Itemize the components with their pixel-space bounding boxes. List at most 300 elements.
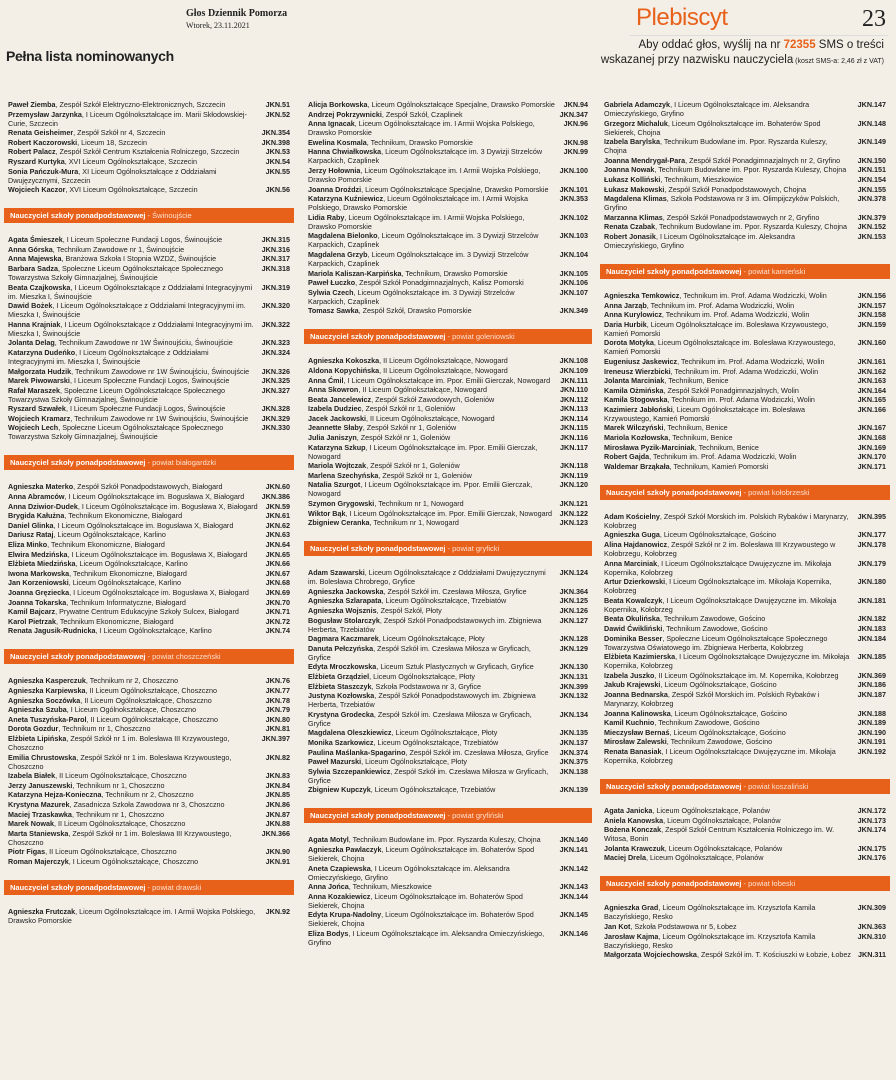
sms-code: JKN.330 xyxy=(261,423,290,433)
nominee-name: Łukasz Kolliński xyxy=(604,174,661,184)
nominee-info xyxy=(308,480,554,498)
nominee-name: Adam Szawarski xyxy=(308,568,365,578)
nominee-name: Anna Abramców xyxy=(8,492,65,502)
nominee-info xyxy=(308,385,554,394)
name-separator: , xyxy=(64,492,69,502)
sms-code: JKN.117 xyxy=(560,442,588,452)
nominee-name: Mariola Kozłowska xyxy=(604,433,669,443)
sms-code: JKN.111 xyxy=(560,375,588,385)
nominee-name: Anna Dziwior-Dudek xyxy=(8,501,78,511)
name-separator: , xyxy=(383,586,388,596)
name-separator: , xyxy=(80,695,85,705)
nominee-school: Liceum Ogólnokształcące Specjalne, Drawsko Pomorskie xyxy=(365,184,549,194)
sms-code: JKN.108 xyxy=(559,356,588,366)
name-separator: , xyxy=(662,624,667,633)
name-separator: , xyxy=(374,499,379,509)
nominee-entry xyxy=(308,278,588,287)
nominee-info xyxy=(308,395,554,404)
nominee-name: Jolanta Krawczuk xyxy=(604,843,665,853)
nominee-entry xyxy=(8,715,290,724)
nominee-name: Karol Pietrzak xyxy=(8,616,56,626)
sms-code: JKN.399 xyxy=(559,681,588,691)
nominee-info xyxy=(308,278,554,287)
nominee-info xyxy=(604,577,852,595)
nominee-info xyxy=(604,932,852,950)
nominee-name: Emilia Chrustowska xyxy=(8,752,77,762)
nominee-info xyxy=(8,414,256,423)
nominee-name: Katarzyna Dudeńko xyxy=(8,347,76,357)
nominee-info xyxy=(8,559,260,568)
nominee-name: Anna Jarząb xyxy=(604,300,647,310)
sms-code: JKN.80 xyxy=(265,714,290,724)
name-separator: , xyxy=(381,844,386,854)
nominee-name: Elżbieta Lipińska xyxy=(8,733,67,743)
nominee-info xyxy=(604,816,852,825)
sms-code: JKN.60 xyxy=(265,482,290,492)
sms-code: JKN.369 xyxy=(857,670,886,680)
nominee-info xyxy=(308,443,554,461)
nominee-info xyxy=(308,306,554,315)
name-separator: , xyxy=(69,376,74,386)
nominee-entry xyxy=(308,691,588,709)
nominee-name: Rafał Maraszek xyxy=(8,385,60,395)
nominee-name: Marta Staniewska xyxy=(8,828,69,838)
nominee-name: Anna Ignacak xyxy=(308,119,355,129)
nominee-school: I Liceum Ogólnokształcące z Oddziałami Integracyjnymi im. Mieszka I, Świnoujście xyxy=(8,301,246,320)
section-location: - powiat łobeski xyxy=(741,879,796,889)
nominee-school: Liceum Ogólnokształcące im. Bohaterów Spod Siekierek, Chojna xyxy=(308,910,534,929)
sms-code: JKN.52 xyxy=(265,109,290,119)
nominee-info xyxy=(604,338,852,356)
nominee-info xyxy=(308,471,554,480)
nominee-school: Technikum, Benice xyxy=(698,442,759,452)
nominee-name: Monika Szarkowicz xyxy=(308,737,374,747)
name-separator: , xyxy=(663,385,668,395)
nominee-info xyxy=(308,634,554,643)
sms-code: JKN.353 xyxy=(559,194,588,204)
sms-code: JKN.72 xyxy=(265,616,290,626)
section-location: - powiat choszczeński xyxy=(145,652,221,662)
name-separator: , xyxy=(369,671,374,681)
nominee-school: I Liceum Ogólnokształcące, Choszczno xyxy=(72,856,199,866)
sms-code: JKN.144 xyxy=(559,891,588,901)
name-separator: , xyxy=(61,254,66,264)
name-separator: , xyxy=(663,423,668,433)
sms-code: JKN.98 xyxy=(563,137,588,147)
sms-code: JKN.146 xyxy=(559,928,588,938)
nominee-name: Marek Nowak xyxy=(8,819,54,829)
nominee-info xyxy=(8,607,260,616)
nominee-entry xyxy=(8,559,290,568)
nominee-name: Kamila Stogowska xyxy=(604,395,668,405)
sms-code: JKN.131 xyxy=(559,671,588,681)
nominee-school: Technikum nr 1, Nowogard xyxy=(378,499,464,509)
sms-code: JKN.315 xyxy=(261,235,290,245)
sms-code: JKN.375 xyxy=(559,757,588,767)
nominee-info xyxy=(604,844,852,853)
section-header xyxy=(4,208,294,223)
nominee-name: Andrzej Pokrzywnicki xyxy=(308,109,382,119)
nominee-info xyxy=(308,461,554,470)
sms-code: JKN.103 xyxy=(559,231,588,241)
nominee-name: Izabela Dudziec xyxy=(308,404,362,414)
nominee-school: Technikum im. Prof. Adama Wodziczki, Wolin xyxy=(653,452,797,462)
nominee-info xyxy=(604,376,852,385)
nominee-info xyxy=(308,691,554,709)
name-separator: , xyxy=(86,714,91,724)
name-separator: , xyxy=(666,194,671,204)
instr-line2: wskazanej przy nazwisku nauczyciela xyxy=(600,54,794,66)
nominee-name: Mariola Kaliszan-Karpińska xyxy=(308,268,402,278)
name-separator: , xyxy=(360,480,365,490)
nominee-entry xyxy=(604,405,886,423)
nominee-school: Liceum 18, Szczecin xyxy=(81,137,148,147)
nominee-school: Zespół Szkół nr 1 im. Bolesława Krzywoustego, Choszczno xyxy=(8,752,232,771)
nominee-school: Liceum Ogólnokształcące im. 3 Dywizji Strzelców Karpackich, Czaplinek xyxy=(308,147,543,166)
nominee-name: Eugeniusz Jaskewicz xyxy=(604,356,678,366)
nominee-school: Liceum Ogólnokształcące im. Bohaterów Spod Siekierek, Chojna xyxy=(308,844,535,863)
nominee-info xyxy=(8,511,260,520)
nominee-name: Roman Majerczyk xyxy=(8,856,69,866)
sms-code: JKN.114 xyxy=(560,413,588,423)
nominee-name: Dawid Ćwikliński xyxy=(604,624,663,633)
nominee-entry xyxy=(604,156,886,165)
page-title: Pełna lista nominowanych xyxy=(6,48,174,64)
sms-code: JKN.311 xyxy=(858,950,886,960)
nominee-school: Technikum, Benice xyxy=(667,423,728,433)
nominee-school: Społeczne Liceum Ogólnokształcące Społecznego Towarzystwa Szkoły Gimnazjalnej, Świnoujście xyxy=(8,423,224,442)
nominee-school: Liceum Ogólnokształcące Specjalne, Drawsko Pomorskie xyxy=(371,100,555,109)
nominee-school: Zespół Szkół Ponadpodstawowych nr 2, Gryfino xyxy=(666,212,820,222)
nominee-info xyxy=(8,348,256,366)
nominee-name: Maciej Trzaskawka xyxy=(8,809,72,819)
name-separator: , xyxy=(661,825,666,835)
nominee-school: I Liceum Ogólnokształcące, Choszczno xyxy=(70,705,197,715)
nominee-info xyxy=(604,222,852,231)
nominee-school: Zespół Szkół Ponadpodstawowych, Białogard xyxy=(77,482,223,492)
sms-code: JKN.162 xyxy=(857,366,886,376)
name-separator: , xyxy=(367,249,372,259)
nominee-info xyxy=(604,950,852,959)
nominee-entry xyxy=(8,367,290,376)
name-separator: , xyxy=(353,287,358,297)
instr-part-b: SMS o treści xyxy=(815,39,884,51)
nominee-entry xyxy=(308,568,588,586)
nominee-name: Renata Jagusik-Rudnicka xyxy=(8,626,96,636)
nominee-info xyxy=(8,676,260,685)
nominee-info xyxy=(308,864,554,882)
name-separator: , xyxy=(85,676,90,686)
nominee-entry xyxy=(308,662,588,671)
nominee-school: Zespół Szkół im. Czesława Miłosza, Gryfice xyxy=(387,586,527,596)
voting-instructions xyxy=(554,38,884,69)
nominee-name: Jarosław Kajma xyxy=(604,931,659,941)
nominee-entry xyxy=(308,194,588,212)
nominee-entry xyxy=(8,800,290,809)
nominee-school: Technikum nr 2, Choszczno xyxy=(105,790,194,800)
sms-code: JKN.149 xyxy=(857,137,886,147)
nominee-info xyxy=(604,386,852,395)
section-location: - powiat gryficki xyxy=(445,544,500,554)
nominee-name: Wojciech Lech xyxy=(8,423,59,433)
nominee-entry xyxy=(308,892,588,910)
name-separator: , xyxy=(669,461,674,471)
nominee-entry xyxy=(308,634,588,643)
sms-code: JKN.363 xyxy=(857,921,886,931)
name-separator: , xyxy=(348,928,353,938)
nominee-name: Edyta Krupa-Nadolny xyxy=(308,910,382,920)
nominee-name: Anna Jońca xyxy=(308,882,349,892)
sms-code: JKN.182 xyxy=(857,614,886,624)
sms-code: JKN.127 xyxy=(559,615,588,625)
name-separator: , xyxy=(66,705,71,715)
sms-code: JKN.327 xyxy=(261,385,290,395)
name-separator: , xyxy=(653,338,658,348)
sms-code: JKN.86 xyxy=(265,799,290,809)
nominee-name: Magdalena Klimas xyxy=(604,194,667,204)
section-header xyxy=(600,485,890,500)
nominee-name: Bożena Konczak xyxy=(604,825,662,835)
column-2 xyxy=(308,100,588,947)
name-separator: , xyxy=(58,724,63,734)
nominee-school: I Liceum Ogólnokształcące im. Aleksandra Omieczyńskiego, Gryfino xyxy=(604,231,795,250)
nominee-school: I Liceum Ogólnokształcące im. Ppor. Emilii Gierczak, Nowogard xyxy=(308,442,538,461)
name-separator: , xyxy=(405,747,410,757)
nominee-name: Wojciech Kramarz xyxy=(8,413,71,423)
name-separator: , xyxy=(66,597,71,607)
nominee-info xyxy=(604,232,852,250)
nominee-school: I Liceum Społeczne Fundacji Logos, Świnoujście xyxy=(69,404,226,414)
nominee-info xyxy=(604,747,852,765)
nominee-school: Zespół Szkół, Czaplinek xyxy=(385,109,463,119)
nominee-entry xyxy=(604,806,886,815)
sms-code: JKN.150 xyxy=(857,155,886,165)
nominee-entry xyxy=(8,540,290,549)
nominee-entry xyxy=(308,366,588,375)
nominee-info xyxy=(604,903,852,921)
sms-code: JKN.63 xyxy=(265,530,290,540)
nominee-name: Jakub Krajewski xyxy=(604,680,661,690)
nominee-name: Justyna Kozłowska xyxy=(308,691,375,701)
nominee-entry xyxy=(308,404,588,413)
sms-code: JKN.395 xyxy=(857,511,886,521)
name-separator: , xyxy=(371,394,376,404)
nominee-school: Technikum Budowlane im. Ppor. Ryszarda Kuleszy, Chojna xyxy=(658,165,847,175)
sms-code: JKN.77 xyxy=(265,685,290,695)
nominee-school: Zespół Szkół, Drawsko Pomorskie xyxy=(362,306,472,316)
nominee-school: I Liceum Ogólnokształcące Dwujęzyczne im. Mikołaja Kopernika, Kołobrzeg xyxy=(604,558,832,577)
nominee-info xyxy=(8,301,256,319)
section-title: Nauczyciel szkoły ponadpodstawowej xyxy=(10,882,146,892)
nominee-school: II Liceum Ogólnokształcące, Choszczno xyxy=(57,819,186,829)
nominee-name: Elwira Medzińska xyxy=(8,549,68,559)
name-separator: , xyxy=(52,301,57,311)
nominee-entry xyxy=(308,414,588,423)
name-separator: , xyxy=(654,718,659,728)
nominee-info xyxy=(308,710,554,728)
nominee-name: Beata Okulińska xyxy=(604,614,660,624)
nominee-entry xyxy=(604,950,886,959)
nominee-info xyxy=(8,320,256,338)
nominee-school: II Liceum Ogólnokształcące im. M. Kopernika, Kołobrzeg xyxy=(658,670,839,680)
nominee-name: Barbara Sadza xyxy=(8,263,58,273)
sms-code: JKN.81 xyxy=(265,724,290,734)
nominee-school: I Liceum Ogólnokształcące im. Bogusława X, Białogard xyxy=(81,501,258,511)
sms-code: JKN.349 xyxy=(559,306,588,316)
nominee-entry xyxy=(8,245,290,254)
name-separator: , xyxy=(66,733,71,743)
name-separator: , xyxy=(658,903,663,913)
nominee-name: Renata Czabak xyxy=(604,222,656,232)
nominee-school: Zespół Szkół nr 1, Goleniów xyxy=(370,461,460,471)
name-separator: , xyxy=(381,910,386,920)
nominee-info xyxy=(308,269,554,278)
nominee-info xyxy=(308,119,558,137)
nominee-info xyxy=(8,147,260,156)
nominee-name: Eliza Minko xyxy=(8,540,48,550)
nominee-name: Hanna Krajniak xyxy=(8,319,61,329)
sms-code: JKN.164 xyxy=(857,385,886,395)
name-separator: , xyxy=(362,423,367,433)
nominee-school: Technikum im. Prof. Adama Wodziczki, Wolin xyxy=(683,290,827,300)
nominee-info xyxy=(604,443,852,452)
name-separator: , xyxy=(655,222,660,232)
nominee-entry xyxy=(8,283,290,301)
name-separator: , xyxy=(381,596,386,606)
nominee-school: Liceum Ogólnokształcące, Płoty xyxy=(382,634,485,644)
nominee-name: Agnieszka Soczówka xyxy=(8,695,81,705)
nominee-name: Mirosława Pyzik-Marciniak xyxy=(604,442,695,452)
nominee-school: Liceum Ogólnokształcące, Polanów xyxy=(649,853,764,863)
nominee-name: Agnieszka Jackowska xyxy=(308,586,384,596)
nominee-entry xyxy=(308,288,588,306)
nominee-entry xyxy=(604,357,886,366)
nominee-school: II Liceum Ogólnokształcące, Nowogard xyxy=(383,356,508,366)
sms-code: JKN.139 xyxy=(559,785,588,795)
section-header xyxy=(304,808,592,823)
name-separator: , xyxy=(373,709,378,719)
name-separator: , xyxy=(53,520,58,530)
nominee-info xyxy=(8,502,260,511)
nominee-name: Aniela Kanowska xyxy=(604,815,664,825)
nominee-school: Technikum Zawodowe, Gościno xyxy=(658,718,760,728)
nominee-entry xyxy=(308,710,588,728)
nominee-school: Liceum Ogólnokształcące, Karlino xyxy=(72,578,181,588)
nominee-school: Społeczne Liceum Ogólnokształcące Społecznego Towarzystwa Szkoły Gimnazjalnej, Świnoujście xyxy=(8,263,223,282)
name-separator: , xyxy=(662,595,667,605)
nominee-name: Marek Piwowarski xyxy=(8,376,70,386)
nominee-school: Zespół Szkół nr 1, Goleniów xyxy=(360,433,451,443)
sms-code: JKN.153 xyxy=(857,231,886,241)
nominee-entry xyxy=(604,395,886,404)
sms-code: JKN.121 xyxy=(559,499,588,509)
nominee-entry xyxy=(604,825,886,843)
nominee-name: Paweł Łuczko xyxy=(308,278,356,288)
name-separator: , xyxy=(660,174,665,184)
name-separator: , xyxy=(374,691,379,701)
nominee-name: Kazimierz Jabłoński xyxy=(604,404,673,414)
nominee-entry xyxy=(308,767,588,785)
nominee-school: Branżowa Szkoła I Stopnia WZDZ, Świnoujście xyxy=(65,254,217,264)
nominee-school: Technikum Budowlane im. Ppor. Ryszarda Kuleszy, Chojna xyxy=(659,222,848,232)
sms-code: JKN.316 xyxy=(261,244,290,254)
nominee-entry xyxy=(8,138,290,147)
nominee-name: Agata Motyl xyxy=(308,835,349,845)
nominee-info xyxy=(308,728,554,737)
name-separator: , xyxy=(45,847,50,857)
nominee-name: Adam Kościelny xyxy=(604,511,660,521)
sms-code: JKN.324 xyxy=(261,347,290,357)
nominee-school: Zespół Szkół nr 1, Goleniów xyxy=(365,404,456,414)
nominee-info xyxy=(308,110,554,119)
nominee-school: Liceum Sztuk Plastycznych w Gryficach, Gryfice xyxy=(380,662,534,672)
name-separator: , xyxy=(667,540,672,550)
name-separator: , xyxy=(81,109,86,119)
name-separator: , xyxy=(381,109,386,119)
sms-code: JKN.68 xyxy=(265,578,290,588)
nominee-entry xyxy=(8,598,290,607)
name-separator: , xyxy=(58,423,63,433)
masthead-title: Głos Dziennik Pomorza xyxy=(186,8,288,19)
nominee-entry xyxy=(8,676,290,685)
nominee-entry xyxy=(604,816,886,825)
nominee-info xyxy=(8,254,256,263)
nominee-info xyxy=(8,530,260,539)
instr-part-a: Aby oddać głos, wyślij na nr xyxy=(638,39,784,51)
nominee-school: Technikum nr 2, Choszczno xyxy=(89,676,179,686)
nominee-school: Liceum Ogólnokształcące, Gościno xyxy=(663,530,777,540)
name-separator: , xyxy=(667,689,672,699)
nominee-entry xyxy=(604,614,886,623)
nominee-info xyxy=(8,386,256,404)
name-separator: , xyxy=(657,558,662,568)
sms-code: JKN.90 xyxy=(265,847,290,857)
sms-code: JKN.398 xyxy=(261,137,290,147)
sms-code: JKN.100 xyxy=(559,165,588,175)
name-separator: , xyxy=(670,366,675,376)
nominee-school: I Liceum Ogólnokształcące z Oddziałami Integracyjnymi im. Mieszka I, Świnoujście xyxy=(8,319,254,338)
nominee-name: Kamil Bajcarz xyxy=(8,607,56,617)
nominee-entry xyxy=(604,747,886,765)
nominee-info xyxy=(308,892,554,910)
nominee-school: I Liceum Ogólnokształcące im. Ppor. Emilii Gierczak, Nowogard xyxy=(349,508,553,518)
nominee-school: Technikum Zawodowe nr 1W Świnoujściu, Świnoujście xyxy=(58,338,233,348)
nominee-school: II Liceum Ogólnokształcące, Choszczno xyxy=(49,847,177,857)
name-separator: , xyxy=(659,530,664,540)
name-separator: , xyxy=(75,906,80,916)
nominee-info xyxy=(8,138,256,147)
nominee-entry xyxy=(308,748,588,757)
sms-code: JKN.165 xyxy=(857,395,886,405)
nominee-info xyxy=(308,596,554,605)
name-separator: , xyxy=(358,385,363,395)
sms-code: JKN.126 xyxy=(559,606,588,615)
nominee-info xyxy=(308,606,554,615)
nominee-school: Liceum Ogólnokształcące im. Bohaterów Spod Siekierek, Chojna xyxy=(308,891,523,910)
nominee-entry xyxy=(604,232,886,250)
nominee-school: Liceum Ogólnokształcące im. Bolesława Krzywoustego, Kamień Pomorski xyxy=(604,404,805,423)
nominee-school: Technikum Zawodowe nr 1, Świnoujście xyxy=(56,244,185,254)
sms-code: JKN.106 xyxy=(559,278,588,288)
nominee-info xyxy=(8,715,260,724)
nominee-entry xyxy=(308,587,588,596)
nominee-info xyxy=(8,617,260,626)
nominee-info xyxy=(8,598,260,607)
nominee-info xyxy=(604,634,852,652)
sms-code: JKN.69 xyxy=(265,588,290,597)
nominee-school: Liceum Ogólnokształcące, Polanów xyxy=(667,815,781,825)
name-separator: , xyxy=(52,244,57,254)
